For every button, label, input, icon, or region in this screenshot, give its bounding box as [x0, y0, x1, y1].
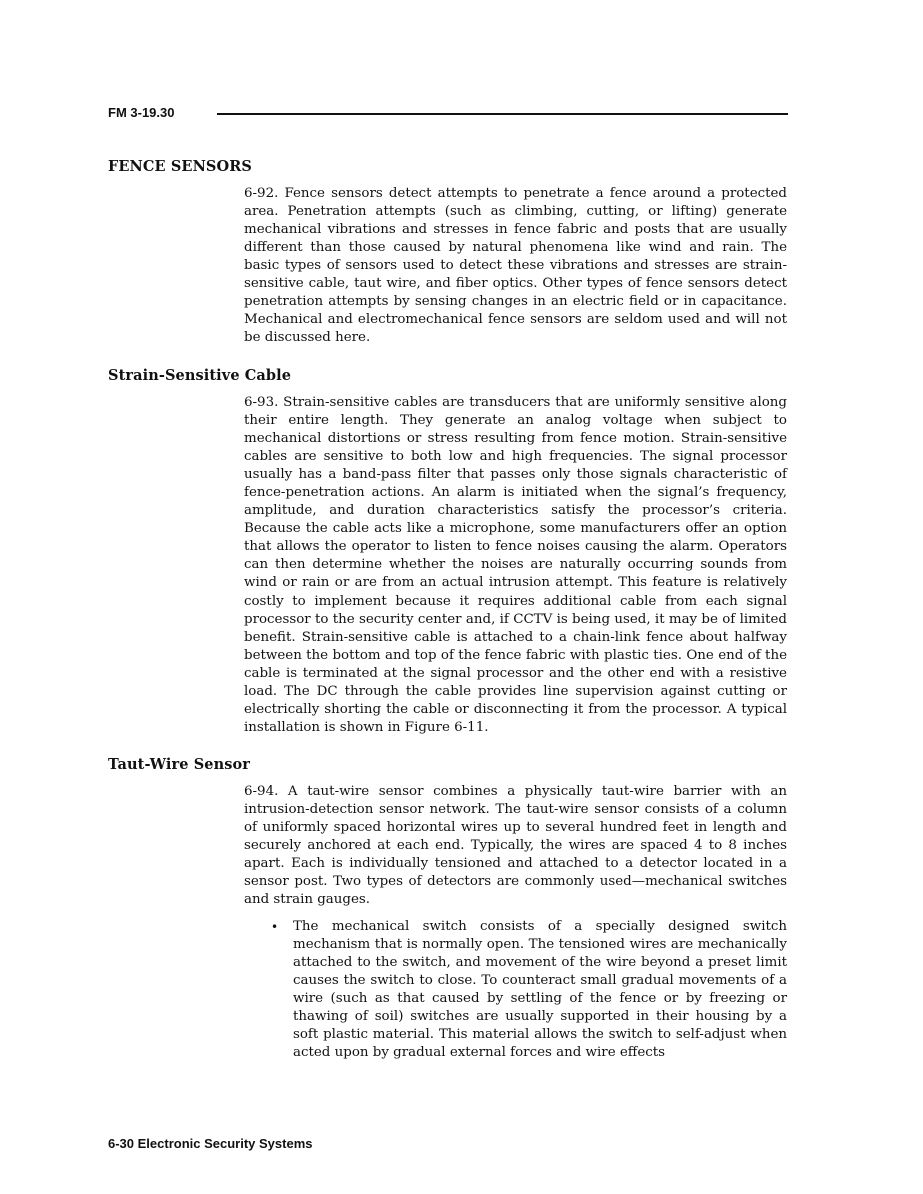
paragraph-6-94: 6-94. A taut-wire sensor combines a physically taut-wire barrier with an intrusion-detection sensor network. The taut-wire sensor consists of a column of uniformly spaced horizontal wires up to several hundred feet in length and securely anchored at each end. Typically, the wires are spaced 4 to 8 inches apart. Each is individually tensioned and attached to a detector located in a sensor post. Two types of detectors are commonly used—mechanical switches and strain gauges. — [244, 784, 787, 908]
manual-number: FM 3-19.30 — [108, 105, 175, 120]
list-item — [244, 918, 787, 1062]
paragraph-6-93: 6-93. Strain-sensitive cables are transducers that are uniformly sensitive along their entire length. They generate an analog voltage when subject to mechanical distortions or stress resulting from fence motion. Strain-sensitive cables are sensitive to both low and high frequencies. The signal processor usually has a band-pass filter that passes only those signals characteristic of fence-penetration actions. An alarm is initiated when the signal’s frequency, amplitude, and duration characteristics satisfy the processor’s criteria. Because the cable acts like a microphone, some manufacturers offer an option that allows the operator to listen to fence noises causing the alarm. Operators can then determine whether the noises are naturally occurring sounds from wind or rain or are from an actual intrusion attempt. This feature is relatively costly to implement because it requires additional cable from each signal processor to the security center and, if CCTV is being used, it may be of limited benefit. Strain-sensitive cable is attached to a chain-link fence about halfway between the bottom and top of the fence fabric with plastic ties. One end of the cable is terminated at the signal processor and the other end with a resistive load. The DC through the cable provides line supervision against cutting or electrically shorting the cable or disconnecting it from the processor. A typical installation is shown in Figure 6-11. — [244, 395, 787, 735]
section-heading-strain-sensitive-cable: Strain-Sensitive Cable — [108, 367, 292, 384]
header-rule — [217, 113, 788, 115]
running-head — [108, 105, 788, 125]
paragraph-6-92: 6-92. Fence sensors detect attempts to penetrate a fence around a protected area. Penetration attempts (such as climbing, cutting, or lifting) generate mechanical vibrations and stresses in fence fabric and posts that are usually different than those caused by natural phenomena like wind and rain. The basic types of sensors used to detect these vibrations and stresses are strain-sensitive cable, taut wire, and fiber optics. Other types of fence sensors detect penetration attempts by sensing changes in an electric field or in capacitance. Mechanical and electromechanical fence sensors are seldom used and will not be discussed here. — [244, 186, 787, 346]
bullet-icon: • — [271, 920, 279, 934]
bullet-text-mechanical-switch: The mechanical switch consists of a specially designed switch mechanism that is normally open. The tensioned wires are mechanically attached to the switch, and movement of the wire beyond a preset limit causes the switch to close. To counteract small gradual movements of a wire (such as that caused by settling of the fence or by freezing or thawing of soil) switches are usually supported in their housing by a soft plastic material. This material allows the switch to self-adjust when acted upon by gradual external forces and wire effects — [293, 919, 787, 1061]
page-footer: 6-30 Electronic Security Systems — [108, 1136, 313, 1151]
detector-type-list — [244, 918, 787, 1062]
section-heading-taut-wire-sensor: Taut-Wire Sensor — [108, 756, 251, 773]
section-heading-fence-sensors: FENCE SENSORS — [108, 158, 252, 175]
